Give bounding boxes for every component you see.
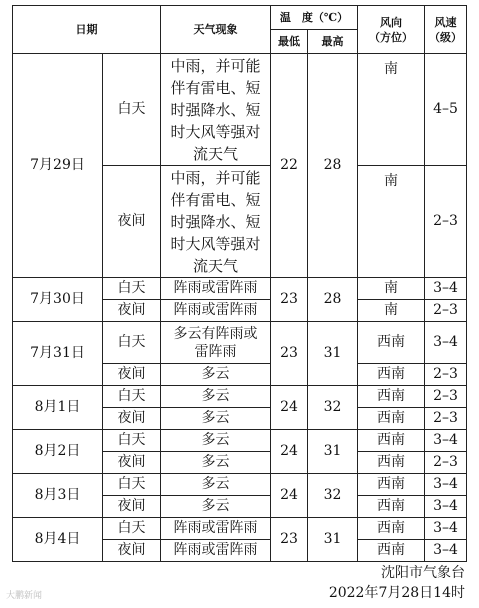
signature-org: 沈阳市气象台 — [381, 565, 465, 581]
header-temp-low: 最低 — [271, 30, 308, 54]
wind-speed-cell: 2–3 — [425, 364, 467, 386]
weather-line: 中雨，并可能 — [170, 56, 261, 75]
weather-cell — [161, 496, 271, 518]
weather-cell — [161, 474, 271, 496]
weather-line: 阵雨或雷阵雨 — [173, 302, 258, 318]
date-cell: 8月3日 — [13, 474, 103, 518]
header-date: 日期 — [13, 6, 161, 54]
weather-line: 多云 — [201, 454, 230, 470]
temp-high-cell: 28 — [308, 278, 358, 322]
forecast-row — [13, 518, 467, 540]
weather-cell — [161, 408, 271, 430]
wind-speed-cell: 2–3 — [425, 166, 467, 278]
header-wind-direction-sub: （方位） — [369, 30, 413, 44]
forecast-row — [13, 386, 467, 408]
wind-direction-cell: 南 — [358, 278, 425, 300]
wind-direction-cell: 西南 — [358, 496, 425, 518]
temp-high-cell: 31 — [308, 518, 358, 562]
temp-high-cell: 31 — [308, 322, 358, 386]
period-cell: 夜间 — [103, 408, 161, 430]
wind-direction-cell: 西南 — [358, 452, 425, 474]
header-temp-high: 最高 — [308, 30, 358, 54]
temp-low-cell: 24 — [271, 386, 308, 430]
wind-speed-cell: 3–4 — [425, 278, 467, 300]
wind-speed-cell: 3–4 — [425, 430, 467, 452]
weather-line: 多云 — [201, 476, 230, 492]
weather-cell — [161, 54, 271, 166]
date-cell: 8月1日 — [13, 386, 103, 430]
weather-line: 时强降水、短 — [170, 100, 261, 119]
wind-speed-cell: 3–4 — [425, 540, 467, 562]
header-wind-speed-sub: （级） — [429, 30, 462, 44]
date-cell: 7月29日 — [13, 54, 103, 278]
header-wind-speed — [425, 6, 467, 54]
wind-direction-cell: 西南 — [358, 408, 425, 430]
wind-speed-cell: 2–3 — [425, 300, 467, 322]
forecast-row — [13, 430, 467, 452]
date-cell: 7月31日 — [13, 322, 103, 386]
wind-speed-cell: 2–3 — [425, 386, 467, 408]
period-cell: 夜间 — [103, 496, 161, 518]
wind-speed-cell: 2–3 — [425, 408, 467, 430]
temp-high-cell: 32 — [308, 386, 358, 430]
weather-line: 时大风等强对 — [170, 234, 261, 253]
temp-high-cell: 28 — [308, 54, 358, 278]
weather-cell — [161, 166, 271, 278]
temp-low-cell: 23 — [271, 518, 308, 562]
wind-speed-cell: 2–3 — [425, 452, 467, 474]
wind-direction-cell: 西南 — [358, 474, 425, 496]
weather-line: 中雨，并可能 — [170, 168, 261, 187]
period-cell: 夜间 — [103, 364, 161, 386]
weather-line: 时强降水、短 — [170, 212, 261, 231]
period-cell: 夜间 — [103, 452, 161, 474]
date-cell: 8月4日 — [13, 518, 103, 562]
wind-direction-cell: 南 — [358, 54, 425, 166]
period-cell: 白天 — [103, 386, 161, 408]
wind-speed-cell: 4–5 — [425, 54, 467, 166]
wind-direction-cell: 西南 — [358, 540, 425, 562]
weather-line: 流天气 — [192, 256, 238, 275]
header-wind-direction — [358, 6, 425, 54]
period-cell: 夜间 — [103, 166, 161, 278]
wind-speed-cell: 3–4 — [425, 518, 467, 540]
temp-high-cell: 31 — [308, 430, 358, 474]
wind-direction-cell: 西南 — [358, 322, 425, 364]
header-weather: 天气现象 — [161, 6, 271, 54]
weather-cell — [161, 430, 271, 452]
weather-cell — [161, 452, 271, 474]
header-row — [13, 6, 467, 30]
weather-line: 多云 — [201, 432, 230, 448]
weather-cell — [161, 300, 271, 322]
wind-direction-cell: 西南 — [358, 386, 425, 408]
weather-line: 阵雨或雷阵雨 — [173, 520, 258, 536]
weather-line: 雷阵雨 — [194, 343, 237, 360]
weather-line: 多云有阵雨或 — [173, 325, 258, 342]
date-cell: 7月30日 — [13, 278, 103, 322]
weather-cell — [161, 364, 271, 386]
period-cell: 夜间 — [103, 540, 161, 562]
wind-speed-cell: 3–4 — [425, 474, 467, 496]
forecast-row — [13, 322, 467, 364]
forecast-table — [12, 5, 467, 562]
temp-low-cell: 23 — [271, 278, 308, 322]
header-wind-direction-label: 风向 — [380, 15, 402, 29]
period-cell: 白天 — [103, 518, 161, 540]
weather-cell — [161, 278, 271, 300]
weather-cell — [161, 540, 271, 562]
weather-line: 阵雨或雷阵雨 — [173, 542, 258, 558]
header-temperature: 温 度（℃） — [271, 6, 358, 30]
weather-cell — [161, 518, 271, 540]
temp-high-cell: 32 — [308, 474, 358, 518]
weather-line: 阵雨或雷阵雨 — [173, 280, 258, 296]
forecast-row — [13, 474, 467, 496]
wind-direction-cell: 西南 — [358, 364, 425, 386]
temp-low-cell: 24 — [271, 430, 308, 474]
signature-date: 2022年7月28日14时 — [328, 585, 465, 601]
weather-line: 流天气 — [192, 144, 238, 163]
weather-cell — [161, 322, 271, 364]
period-cell: 白天 — [103, 278, 161, 300]
period-cell: 白天 — [103, 322, 161, 364]
temp-low-cell: 24 — [271, 474, 308, 518]
weather-line: 多云 — [201, 366, 230, 382]
temp-low-cell: 22 — [271, 54, 308, 278]
wind-direction-cell: 西南 — [358, 518, 425, 540]
weather-cell — [161, 386, 271, 408]
period-cell: 白天 — [103, 430, 161, 452]
signature — [235, 563, 465, 603]
forecast-row — [13, 278, 467, 300]
watermark: 大鹏新闻 — [6, 591, 43, 601]
wind-direction-cell: 南 — [358, 300, 425, 322]
wind-speed-cell: 3–4 — [425, 496, 467, 518]
weather-line: 伴有雷电、短 — [170, 78, 261, 97]
weather-line: 多云 — [201, 498, 230, 514]
weather-line: 伴有雷电、短 — [170, 190, 261, 209]
weather-line: 多云 — [201, 388, 230, 404]
date-cell: 8月2日 — [13, 430, 103, 474]
forecast-row — [13, 54, 467, 166]
period-cell: 白天 — [103, 54, 161, 166]
period-cell: 夜间 — [103, 300, 161, 322]
wind-speed-cell: 3–4 — [425, 322, 467, 364]
header-wind-speed-label: 风速 — [434, 15, 457, 29]
weather-line: 多云 — [201, 410, 230, 426]
weather-line: 时大风等强对 — [170, 122, 261, 141]
wind-direction-cell: 南 — [358, 166, 425, 278]
period-cell: 白天 — [103, 474, 161, 496]
temp-low-cell: 23 — [271, 322, 308, 386]
wind-direction-cell: 西南 — [358, 430, 425, 452]
